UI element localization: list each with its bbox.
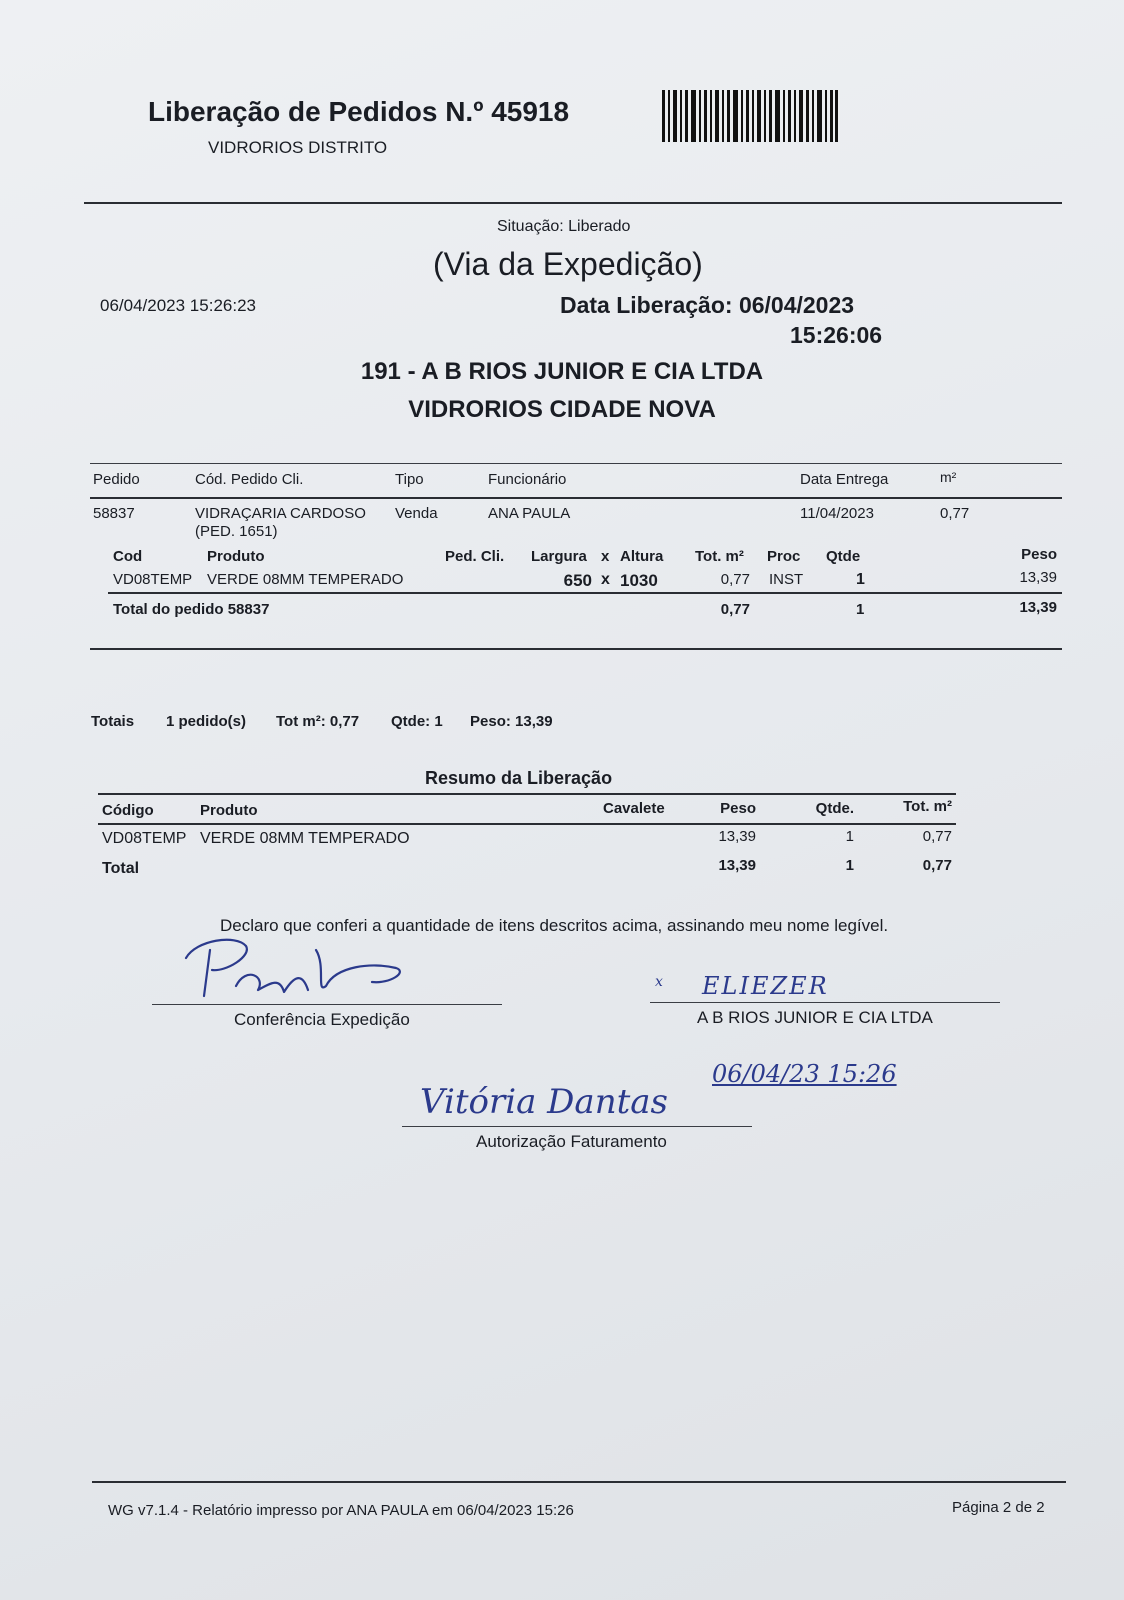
printed-datetime: 06/04/2023 15:26:23 bbox=[100, 296, 256, 315]
totals-m2: Tot m²: 0,77 bbox=[276, 713, 360, 730]
col-tipo: Tipo bbox=[395, 471, 424, 488]
item-col-altura: Altura bbox=[620, 548, 664, 565]
item-col-qtde: Qtde bbox=[826, 548, 861, 565]
item-col-cod: Cod bbox=[113, 548, 143, 565]
summary-qty: 1 bbox=[845, 828, 854, 845]
item-height: 1030 bbox=[620, 571, 658, 590]
summary-top-line bbox=[98, 793, 956, 795]
totals-weight: Peso: 13,39 bbox=[470, 713, 553, 730]
footer-divider bbox=[92, 1481, 1066, 1483]
item-total-divider bbox=[108, 592, 1062, 594]
declaration-text: Declaro que conferi a quantidade de itens descritos acima, assinando meu nome legível. bbox=[220, 916, 889, 935]
item-col-largura: Largura bbox=[531, 548, 587, 565]
release-time: 15:26:06 bbox=[790, 322, 883, 348]
order-total-m2: 0,77 bbox=[720, 601, 750, 618]
summary-total-weight: 13,39 bbox=[718, 857, 756, 874]
conferencia-signature bbox=[176, 936, 436, 1004]
order-total-weight: 13,39 bbox=[1019, 599, 1057, 616]
order-total-label: Total do pedido 58837 bbox=[113, 601, 270, 618]
order-m2: 0,77 bbox=[940, 505, 970, 522]
company-name: VIDRORIOS DISTRITO bbox=[208, 138, 388, 157]
order-employee: ANA PAULA bbox=[488, 505, 571, 522]
item-code: VD08TEMP bbox=[113, 571, 193, 588]
conferencia-label: Conferência Expedição bbox=[234, 1010, 410, 1029]
copy-label: (Via da Expedição) bbox=[433, 246, 703, 282]
item-weight: 13,39 bbox=[1019, 569, 1057, 586]
summary-col-peso: Peso bbox=[720, 800, 756, 817]
item-col-x: x bbox=[601, 548, 610, 565]
summary-col-produto: Produto bbox=[200, 802, 258, 819]
summary-col-codigo: Código bbox=[102, 802, 154, 819]
order-client-code-line2: (PED. 1651) bbox=[195, 523, 278, 540]
col-funcionario: Funcionário bbox=[488, 471, 567, 488]
totals-label: Totais bbox=[91, 713, 135, 730]
document-title: Liberação de Pedidos N.º 45918 bbox=[148, 96, 570, 127]
order-number: 58837 bbox=[93, 505, 135, 522]
summary-tot-m2: 0,77 bbox=[922, 828, 952, 845]
header-divider bbox=[84, 202, 1062, 204]
item-col-tot-m2: Tot. m² bbox=[695, 548, 744, 565]
order-table-bottom-line bbox=[90, 648, 1062, 650]
summary-product: VERDE 08MM TEMPERADO bbox=[200, 830, 410, 847]
autorizacao-signature-line bbox=[402, 1126, 752, 1127]
item-col-proc: Proc bbox=[767, 548, 801, 565]
item-col-ped-cli: Ped. Cli. bbox=[445, 548, 505, 565]
order-table-top-line bbox=[90, 463, 1062, 464]
company-signature: ELIEZER bbox=[702, 972, 829, 1000]
summary-weight: 13,39 bbox=[718, 828, 756, 845]
footer-printed-by: WG v7.1.4 - Relatório impresso por ANA PAULA em 06/04/2023 15:26 bbox=[108, 1502, 574, 1519]
summary-col-tot-m2: Tot. m² bbox=[903, 798, 952, 815]
item-tot-m2: 0,77 bbox=[720, 571, 750, 588]
client-name: 191 - A B RIOS JUNIOR E CIA LTDA bbox=[360, 358, 764, 385]
totals-orders: 1 pedido(s) bbox=[166, 713, 247, 730]
col-cod-pedido-cli: Cód. Pedido Cli. bbox=[195, 471, 304, 488]
item-x: x bbox=[601, 571, 610, 588]
order-header-divider bbox=[90, 497, 1062, 499]
totals-qty: Qtde: 1 bbox=[391, 713, 443, 730]
release-date: Data Liberação: 06/04/2023 bbox=[560, 292, 855, 318]
item-product: VERDE 08MM TEMPERADO bbox=[207, 571, 404, 588]
summary-col-qtde: Qtde. bbox=[815, 800, 854, 817]
summary-code: VD08TEMP bbox=[102, 830, 187, 847]
item-qty: 1 bbox=[856, 571, 865, 588]
col-data-entrega: Data Entrega bbox=[800, 471, 889, 488]
item-col-peso: Peso bbox=[1021, 546, 1057, 563]
order-total-qty: 1 bbox=[856, 601, 865, 618]
item-col-produto: Produto bbox=[207, 548, 265, 565]
autorizacao-label: Autorização Faturamento bbox=[476, 1132, 667, 1151]
summary-header-divider bbox=[98, 823, 956, 825]
summary-title: Resumo da Liberação bbox=[425, 768, 613, 788]
summary-col-cavalete: Cavalete bbox=[603, 800, 665, 817]
order-type: Venda bbox=[395, 505, 438, 522]
item-proc: INST bbox=[769, 571, 804, 588]
col-m2: m² bbox=[940, 469, 957, 485]
conferencia-signature-line bbox=[152, 1004, 502, 1005]
situation-status: Situação: Liberado bbox=[497, 218, 631, 235]
handwritten-date: 06/04/23 15:26 bbox=[712, 1060, 897, 1088]
company-signature-line bbox=[650, 1002, 1000, 1003]
client-branch: VIDRORIOS CIDADE NOVA bbox=[408, 396, 716, 423]
col-pedido: Pedido bbox=[93, 471, 140, 488]
company-mark: x bbox=[655, 974, 663, 990]
company-label: A B RIOS JUNIOR E CIA LTDA bbox=[697, 1008, 933, 1027]
item-width: 650 bbox=[563, 571, 592, 590]
order-delivery-date: 11/04/2023 bbox=[800, 505, 874, 522]
footer-page-number: Página 2 de 2 bbox=[952, 1499, 1045, 1516]
summary-total-label: Total bbox=[102, 860, 140, 877]
summary-total-qty: 1 bbox=[845, 857, 854, 874]
order-client-code-line1: VIDRAÇARIA CARDOSO bbox=[195, 505, 366, 522]
barcode-icon bbox=[662, 90, 838, 142]
autorizacao-signature: Vitória Dantas bbox=[420, 1082, 668, 1122]
summary-total-tot-m2: 0,77 bbox=[922, 857, 952, 874]
